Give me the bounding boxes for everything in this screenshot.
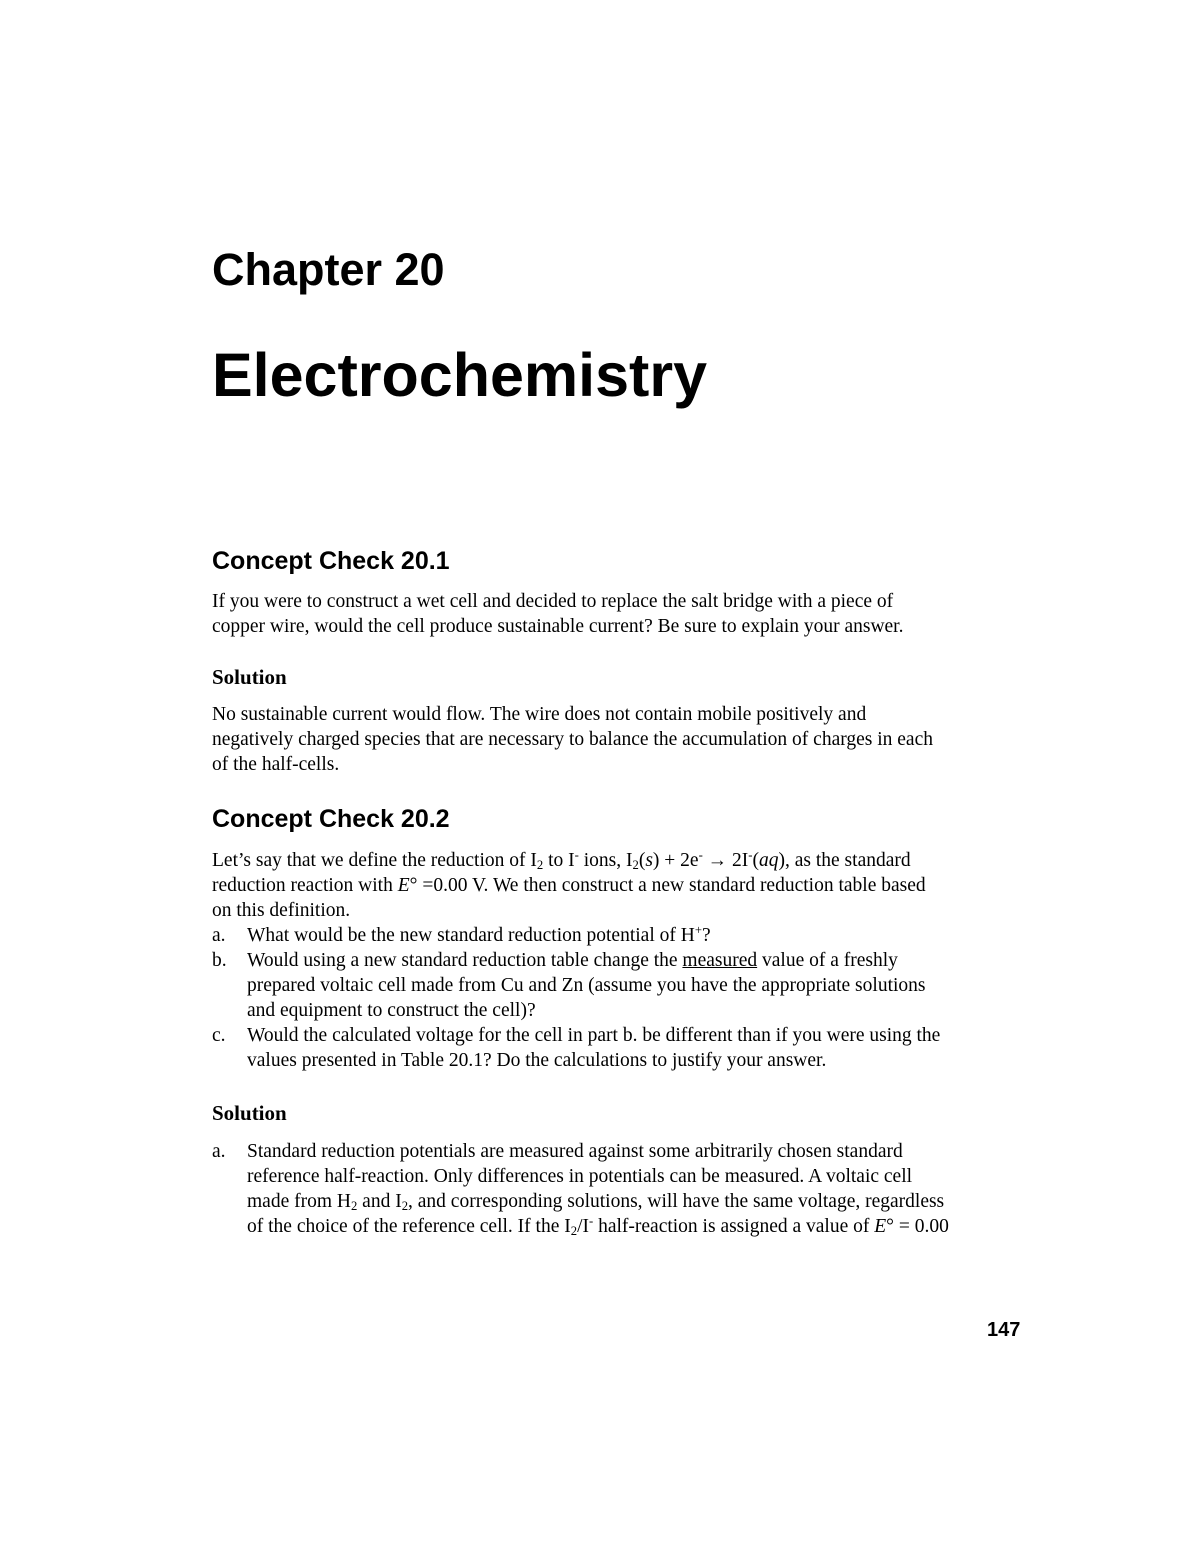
item-line: What would be the new standard reduction potential of H+? xyxy=(247,923,711,946)
solution-line: of the half-cells. xyxy=(212,754,340,775)
solution-line: negatively charged species that are necessary to balance the accumulation of charges in each xyxy=(212,729,933,750)
chapter-number: Chapter 20 xyxy=(212,244,445,295)
item-line: and equipment to construct the cell)? xyxy=(247,1000,536,1021)
item-line: Would using a new standard reduction table change the measured value of a freshly xyxy=(247,950,898,971)
solution-line: of the choice of the reference cell. If the $I_2/I^-$ half-reaction is assigned a value of E° = 0.00 xyxy=(247,1214,949,1239)
item-marker: a. xyxy=(212,925,226,946)
concept-check-20-2-question xyxy=(212,848,1032,1073)
item-line: Would the calculated voltage for the cell in part b. be different than if you were using the xyxy=(247,1025,941,1046)
solution-heading-20-1: Solution xyxy=(212,665,287,689)
concept-check-20-1-solution xyxy=(212,702,1032,777)
solution-line: reference half-reaction. Only differences in potentials can be measured. A voltaic cell xyxy=(247,1166,913,1187)
item-marker: c. xyxy=(212,1025,226,1046)
item-line: values presented in Table 20.1? Do the calculations to justify your answer. xyxy=(247,1050,827,1071)
item-marker: b. xyxy=(212,950,227,971)
question-item-b xyxy=(212,948,1032,1023)
question-item-a xyxy=(212,923,1032,948)
item-line: prepared voltaic cell made from Cu and Zn (assume you have the appropriate solutions xyxy=(247,975,926,996)
solution-line: No sustainable current would flow. The wire does not contain mobile positively and xyxy=(212,704,867,725)
concept-check-20-1-heading: Concept Check 20.1 xyxy=(212,547,450,575)
question-item-c xyxy=(212,1023,1032,1073)
concept-check-20-2-heading: Concept Check 20.2 xyxy=(212,805,450,833)
intro-line-2: reduction reaction with E° =0.00 V. We then construct a new standard reduction table based xyxy=(212,875,926,896)
measured-underlined: measured xyxy=(682,950,758,971)
intro-line-1: Let’s say that we define the reduction of $I_2$ to I- ions, $I_2(s) + 2e^- \to 2I^-(aq)$, as the standard xyxy=(212,848,911,873)
concept-check-20-2-solution xyxy=(212,1139,1032,1239)
solution-item-a xyxy=(212,1139,1032,1239)
item-marker: a. xyxy=(212,1141,226,1162)
solution-heading-20-2: Solution xyxy=(212,1101,287,1125)
question-line: copper wire, would the cell produce sustainable current? Be sure to explain your answer. xyxy=(212,616,904,637)
concept-check-20-1-question xyxy=(212,589,1032,639)
chapter-title: Electrochemistry xyxy=(212,341,707,409)
page-number: 147 xyxy=(987,1319,1021,1341)
question-line: If you were to construct a wet cell and decided to replace the salt bridge with a piece of xyxy=(212,591,894,612)
solution-line: Standard reduction potentials are measured against some arbitrarily chosen standard xyxy=(247,1141,903,1162)
solution-line: made from $H_2$ and $I_2$, and corresponding solutions, will have the same voltage, regardless xyxy=(247,1191,945,1214)
intro-line-3: on this definition. xyxy=(212,900,351,921)
